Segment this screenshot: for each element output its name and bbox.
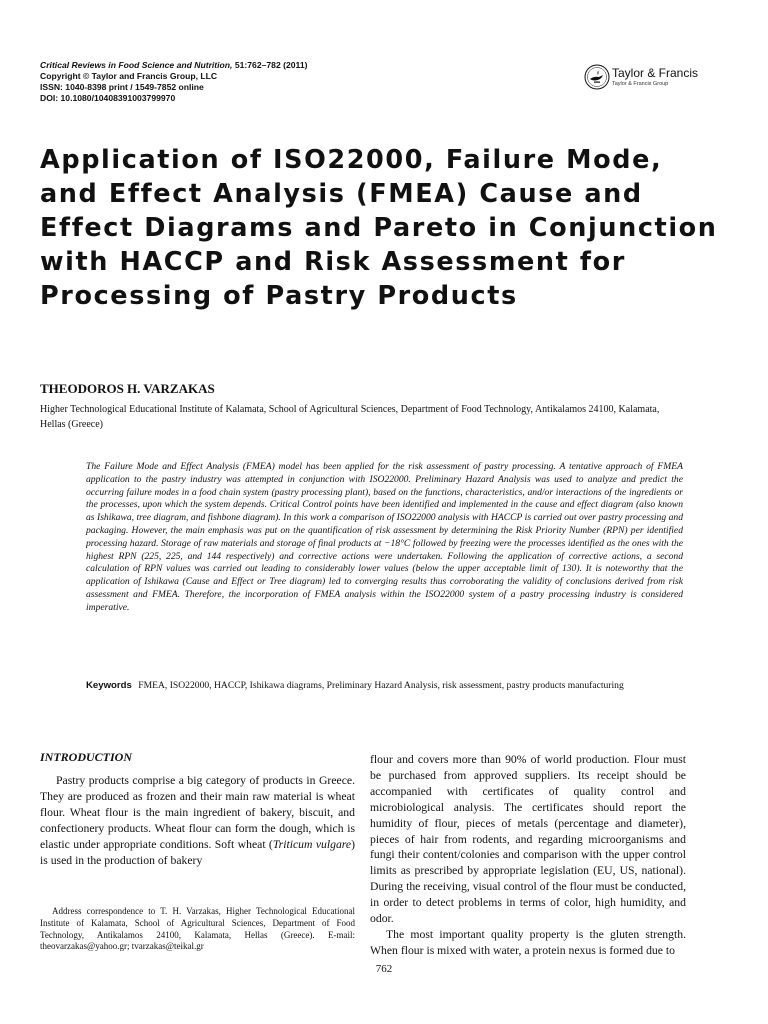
keywords-label: Keywords [86, 680, 132, 691]
author-name: THEODOROS H. VARZAKAS [40, 381, 215, 396]
publisher-name: Taylor & Francis [612, 66, 699, 80]
journal-line-1 [40, 60, 307, 71]
copyright-line: Copyright © Taylor and Francis Group, LLC [40, 71, 218, 81]
journal-volume: 51:762–782 (2011) [232, 60, 308, 70]
journal-title: Critical Reviews in Food Science and Nutrition, [40, 60, 233, 70]
left-column [40, 750, 355, 868]
abstract: The Failure Mode and Effect Analysis (FMEA) model has been applied for the risk assessment of pastry processing. A tentative approach of FMEA application to the pastry industry was attempted in conjunction with ISO22000. Preliminary Hazard Analysis was used to analyze and predict the occurring failure modes in a food chain system (pastry processing plant), based on the functions, characteristics, and/or interactions of the ingredients or the processes, upon which the system depends. Critical Control points have been identified and implemented in the cause and effect diagram (also known as Ishikawa, tree diagram, and fishbone diagram). In this work a comparison of ISO22000 analysis with HACCP is carried out over pastry processing and packaging. However, the main emphasis was put on the quantification of risk assessment by determining the Risk Priority Number (RPN) per identified processing hazard. Storage of raw materials and storage of final products at −18°C followed by freezing were the processes identified as the ones with the highest RPN (225, 225, and 144 respectively) and corrective actions were undertaken. Following the application of corrective actions, a second calculation of RPN values was carried out leading to considerably lower values (below the upper acceptable limit of 130). It is noteworthy that the application of Ishikawa (Cause and Effect or Tree diagram) led to converging results thus corroborating the validity of conclusions derived from risk assessment and FMEA. Therefore, the incorporation of FMEA analysis within the ISO22000 system of a pastry processing industry is considered imperative. [86, 461, 683, 613]
intro-p1-start: Pastry products comprise a big category of products in Greece. They are produced as frozen and their main raw material is wheat flour. Wheat flour is the main ingredient of bakery, biscuit, and confectionery products. Wheat flour can form the dough, which is elastic under appropriate conditions. Soft wheat ( [40, 774, 355, 851]
page-number: 762 [375, 963, 393, 975]
issn-line: ISSN: 1040-8398 print / 1549-7852 online [40, 82, 204, 92]
species-name: Triticum vulgare [272, 837, 352, 851]
doi-line: DOI: 10.1080/10408391003799970 [40, 93, 176, 103]
introduction-paragraph-2: flour and covers more than 90% of world production. Flour must be purchased from approved suppliers. Its receipt should be accompanied with certificates of quality control and microbiological analysis. The certificates should report the humidity of flour, pieces of metals (percentage and diameter), pieces of hair from rodents, and regarding microorganisms and fungi their content/colonies and comparison with the upper control limits as prescribed by appropriate legislation (EU, US, national). During the receiving, visual control of the flour must be conducted, in order to detect problems in terms of color, high humidity, and odor. [370, 753, 686, 926]
section-heading-introduction: INTRODUCTION [40, 750, 133, 764]
introduction-paragraph-3: The most important quality property is the gluten strength. When flour is mixed with water, a protein nexus is formed due to [370, 927, 686, 957]
keywords [86, 680, 683, 693]
lamp-emblem-icon [584, 64, 610, 90]
article-title: Application of ISO22000, Failure Mode, and Effect Analysis (FMEA) Cause and Effect Diagrams and Pareto in Conjunction with HACCP and Risk Assessment for Processing of Pastry Products [40, 145, 718, 311]
right-column [370, 752, 686, 959]
author-affiliation: Higher Technological Educational Institute of Kalamata, School of Agricultural Sciences, Department of Food Technology, Antikalamos 24100, Kalamata, Hellas (Greece) [40, 404, 660, 430]
intro-p1-end: ) is used in the production of bakery [40, 837, 355, 867]
keywords-text: FMEA, ISO22000, HACCP, Ishikawa diagrams, Preliminary Hazard Analysis, risk assessment, pastry products manufacturing [138, 680, 624, 691]
correspondence-footnote: Address correspondence to T. H. Varzakas, Higher Technological Educational Institute of Kalamata, School of Agricultural Sciences, Department of Food Technology, Antikalamos 24100, Kalamata, Hellas (Greece). E-mail: theovarzakas@yahoo.gr; tvarzakas@teikal.gr [40, 906, 355, 952]
publisher-logo-block [584, 64, 734, 94]
introduction-paragraph-1 [40, 773, 355, 868]
journal-citation [40, 60, 307, 104]
publisher-group: Taylor & Francis Group [612, 81, 669, 87]
